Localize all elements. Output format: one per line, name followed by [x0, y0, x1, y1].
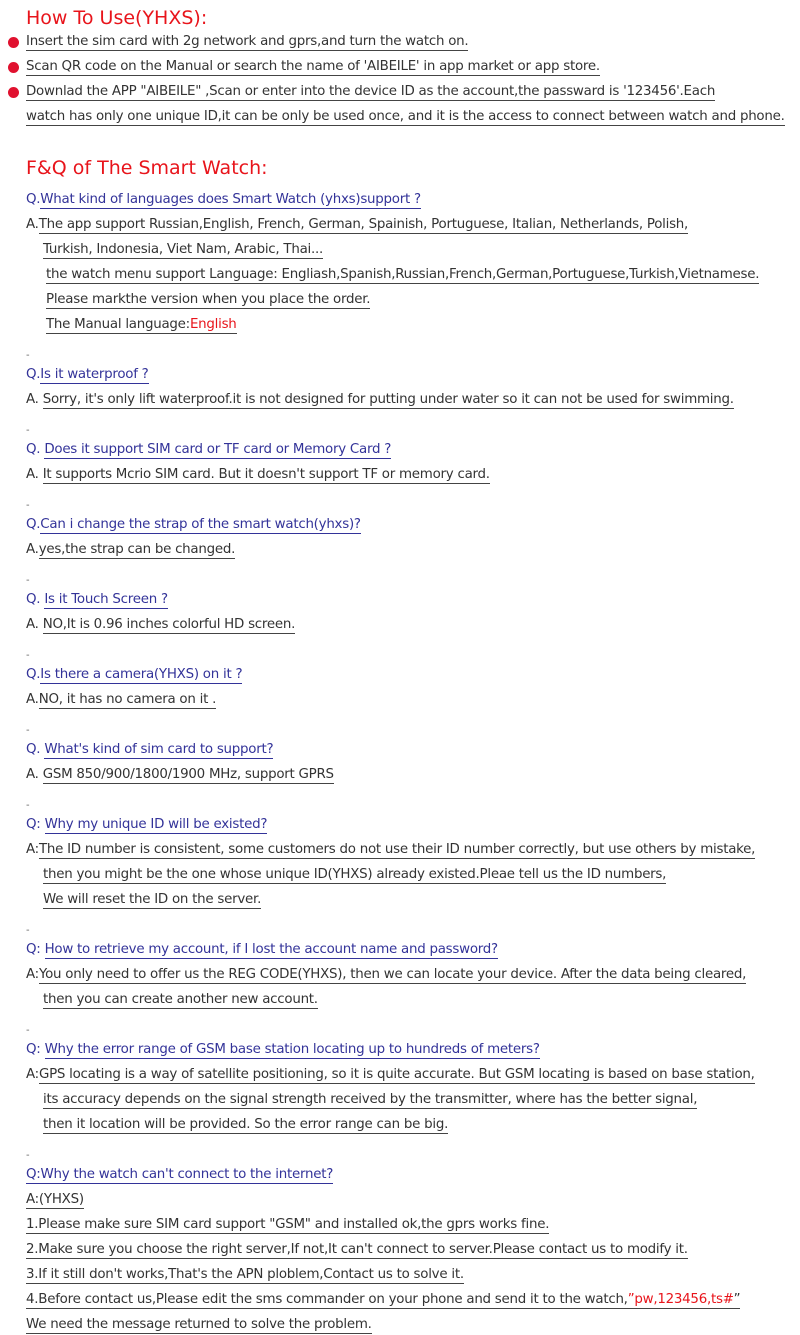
faq-question: Q.Can i change the strap of the smart watch(yhxs)?: [26, 517, 361, 532]
faq-answer-continued: Turkish, Indonesia, Viet Nam, Arabic, Thai...: [43, 242, 324, 257]
bullet-dot-icon: [8, 87, 19, 98]
how-to-step: Downlad the APP "AIBEILE" ,Scan or enter into the device ID as the account,the passward is '123456'.Each: [26, 84, 716, 99]
troubleshoot-step: 4.Before contact us,Please edit the sms commander on your phone and send it to the watch,”pw,123456,ts#”: [26, 1292, 741, 1307]
faq-question: Q.What kind of languages does Smart Watch (yhxs)support ?: [26, 192, 421, 207]
faq-answer-continued: We will reset the ID on the server.: [43, 892, 262, 907]
faq-answer: A. GSM 850/900/1800/1900 MHz, support GPRS: [26, 767, 334, 782]
troubleshoot-step: 2.Make sure you choose the right server,If not,It can't connect to server.Please contact us to modify it.: [26, 1242, 688, 1257]
separator-dash: -: [26, 500, 30, 511]
faq-question: Q.Is there a camera(YHXS) on it ?: [26, 667, 243, 682]
faq-question: Q.Is it waterproof ?: [26, 367, 149, 382]
separator-dash: -: [26, 925, 30, 936]
faq-answer-continued: the watch menu support Language: Engliash,Spanish,Russian,French,German,Portuguese,Turkish,Vietnamese.: [46, 267, 760, 282]
how-to-step: Scan QR code on the Manual or search the name of 'AIBEILE' in app market or app store.: [26, 59, 600, 74]
separator-dash: -: [26, 575, 30, 586]
separator-dash: -: [26, 350, 30, 361]
faq-answer-continued: its accuracy depends on the signal strength received by the transmitter, where has the better signal,: [43, 1092, 698, 1107]
faq-answer-continued: Please markthe version when you place the order.: [46, 292, 371, 307]
separator-dash: -: [26, 1150, 30, 1161]
faq-question: Q: Why my unique ID will be existed?: [26, 817, 268, 832]
faq-answer-continued: then it location will be provided. So the error range can be big.: [43, 1117, 449, 1132]
separator-dash: -: [26, 800, 30, 811]
faq-answer: A.yes,the strap can be changed.: [26, 542, 236, 557]
troubleshoot-step: We need the message returned to solve the problem.: [26, 1317, 372, 1332]
sms-command: pw,123456,ts#: [634, 1292, 734, 1307]
how-to-step: Insert the sim card with 2g network and gprs,and turn the watch on.: [26, 34, 469, 49]
faq-question: Q. What's kind of sim card to support?: [26, 742, 274, 757]
faq-question: Q. Does it support SIM card or TF card or Memory Card ?: [26, 442, 392, 457]
faq-answer: A:(YHXS): [26, 1192, 84, 1207]
separator-dash: -: [26, 650, 30, 661]
faq-answer: A.The app support Russian,English, French, German, Spainish, Portuguese, Italian, Netherlands, Polish,: [26, 217, 689, 232]
how-to-step-continued: watch has only one unique ID,it can be only be used once, and it is the access to connect between watch and phone.: [26, 109, 785, 124]
faq-answer: A:GPS locating is a way of satellite positioning, so it is quite accurate. But GSM locating is based on base station,: [26, 1067, 755, 1082]
faq-answer: A. It supports Mcrio SIM card. But it doesn't support TF or memory card.: [26, 467, 490, 482]
faq-answer: A:The ID number is consistent, some customers do not use their ID number correctly, but use others by mistake,: [26, 842, 756, 857]
faq-question: Q: How to retrieve my account, if I lost the account name and password?: [26, 942, 498, 957]
manual-language: The Manual language:English: [46, 317, 237, 332]
troubleshoot-step: 3.If it still don't works,That's the APN ploblem,Contact us to solve it.: [26, 1267, 464, 1282]
separator-dash: -: [26, 425, 30, 436]
faq-answer: A:You only need to offer us the REG CODE(YHXS), then we can locate your device. After the data being cleared,: [26, 967, 747, 982]
faq-answer: A.NO, it has no camera on it .: [26, 692, 217, 707]
faq-answer-continued: then you might be the one whose unique ID(YHXS) already existed.Pleae tell us the ID numbers,: [43, 867, 667, 882]
faq-answer: A. NO,It is 0.96 inches colorful HD screen.: [26, 617, 296, 632]
faq-question: Q: Why the error range of GSM base station locating up to hundreds of meters?: [26, 1042, 540, 1057]
troubleshoot-step: 1.Please make sure SIM card support "GSM" and installed ok,the gprs works fine.: [26, 1217, 550, 1232]
separator-dash: -: [26, 1025, 30, 1036]
faq-answer: A. Sorry, it's only lift waterproof.it is not designed for putting under water so it can not be used for swimming.: [26, 392, 734, 407]
faq-answer-continued: then you can create another new account.: [43, 992, 318, 1007]
faq-title: F&Q of The Smart Watch:: [26, 157, 268, 179]
bullet-dot-icon: [8, 37, 19, 48]
faq-question: Q. Is it Touch Screen ?: [26, 592, 168, 607]
separator-dash: -: [26, 725, 30, 736]
bullet-dot-icon: [8, 62, 19, 73]
faq-question: Q:Why the watch can't connect to the internet?: [26, 1167, 334, 1182]
how-to-use-title: How To Use(YHXS):: [26, 7, 208, 29]
